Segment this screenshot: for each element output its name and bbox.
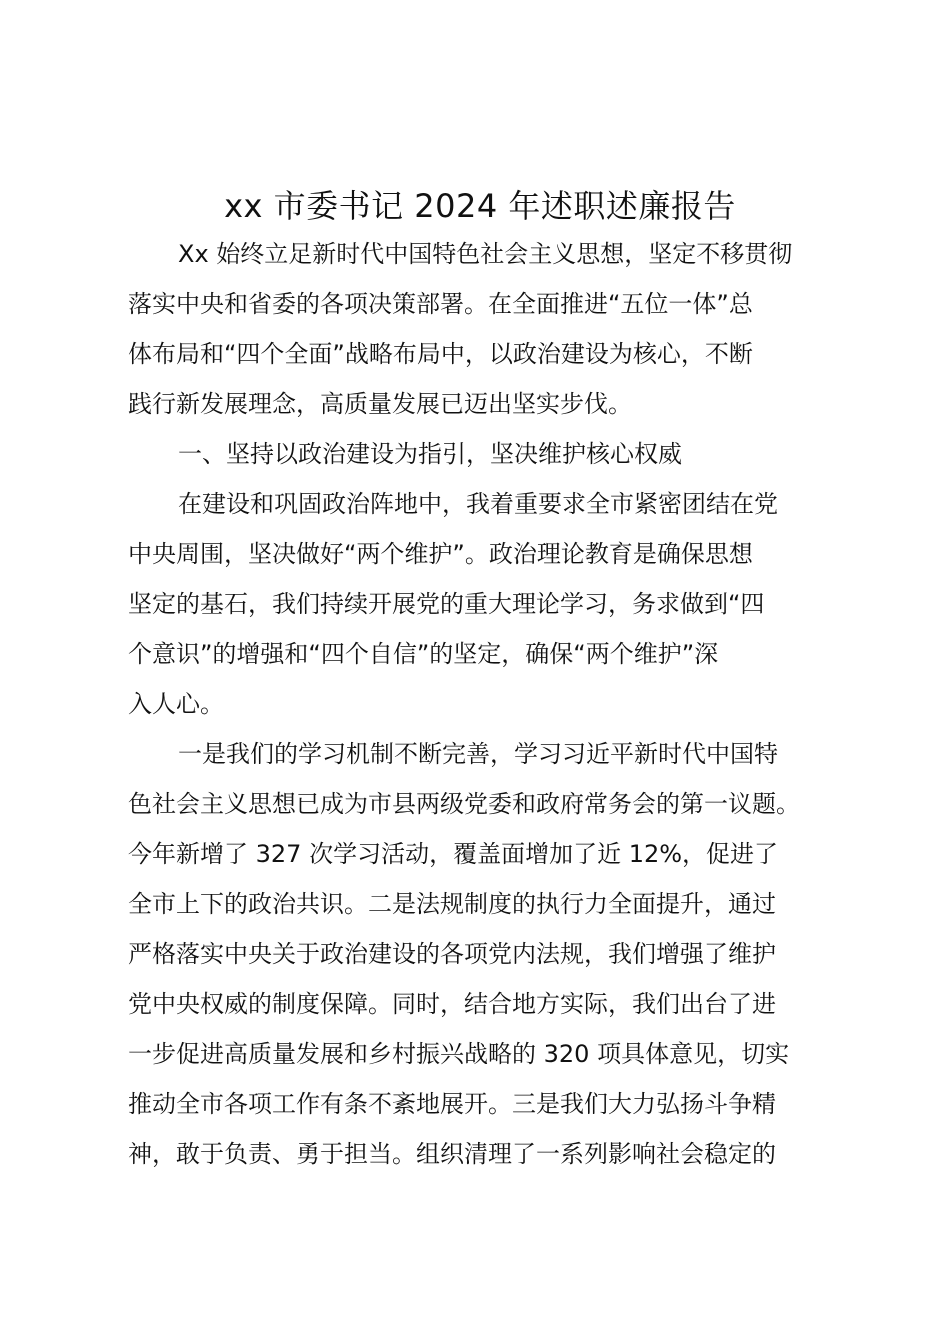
paragraph-line: 落实中央和省委的各项决策部署。在全面推进“五位一体”总 <box>128 290 753 318</box>
paragraph-line: 严格落实中央关于政治建设的各项党内法规，我们增强了维护 <box>128 940 776 968</box>
paragraph-line: 个意识”的增强和“四个自信”的坚定，确保“两个维护”深 <box>128 640 719 668</box>
paragraph-line: 中央周围，坚决做好“两个维护”。政治理论教育是确保思想 <box>128 540 753 568</box>
paragraph-line: 一是我们的学习机制不断完善，学习习近平新时代中国特 <box>178 740 778 768</box>
paragraph-line: 在建设和巩固政治阵地中，我着重要求全市紧密团结在党 <box>178 490 778 518</box>
paragraph-line: 入人心。 <box>128 690 224 718</box>
paragraph-line: 一步促进高质量发展和乡村振兴战略的 320 项具体意见，切实 <box>128 1040 790 1068</box>
paragraph-line: 色社会主义思想已成为市县两级党委和政府常务会的第一议题。 <box>128 790 800 818</box>
document-title: xx 市委书记 2024 年述职述廉报告 <box>224 187 736 225</box>
paragraph-line: 党中央权威的制度保障。同时，结合地方实际，我们出台了进 <box>128 990 776 1018</box>
paragraph-line: 全市上下的政治共识。二是法规制度的执行力全面提升，通过 <box>128 890 776 918</box>
paragraph-line: 今年新增了 327 次学习活动，覆盖面增加了近 12%，促进了 <box>128 840 779 868</box>
section-heading: 一、坚持以政治建设为指引，坚决维护核心权威 <box>178 440 682 468</box>
paragraph-line: 推动全市各项工作有条不紊地展开。三是我们大力弘扬斗争精 <box>128 1090 776 1118</box>
paragraph-line: 神，敢于负责、勇于担当。组织清理了一系列影响社会稳定的 <box>128 1140 776 1168</box>
document-body <box>128 229 848 1179</box>
paragraph-line: 坚定的基石，我们持续开展党的重大理论学习，务求做到“四 <box>128 590 765 618</box>
paragraph-line: 体布局和“四个全面”战略布局中，以政治建设为核心，不断 <box>128 340 753 368</box>
paragraph-line: Xx 始终立足新时代中国特色社会主义思想，坚定不移贯彻 <box>178 240 793 268</box>
paragraph-line: 践行新发展理念，高质量发展已迈出坚实步伐。 <box>128 390 632 418</box>
